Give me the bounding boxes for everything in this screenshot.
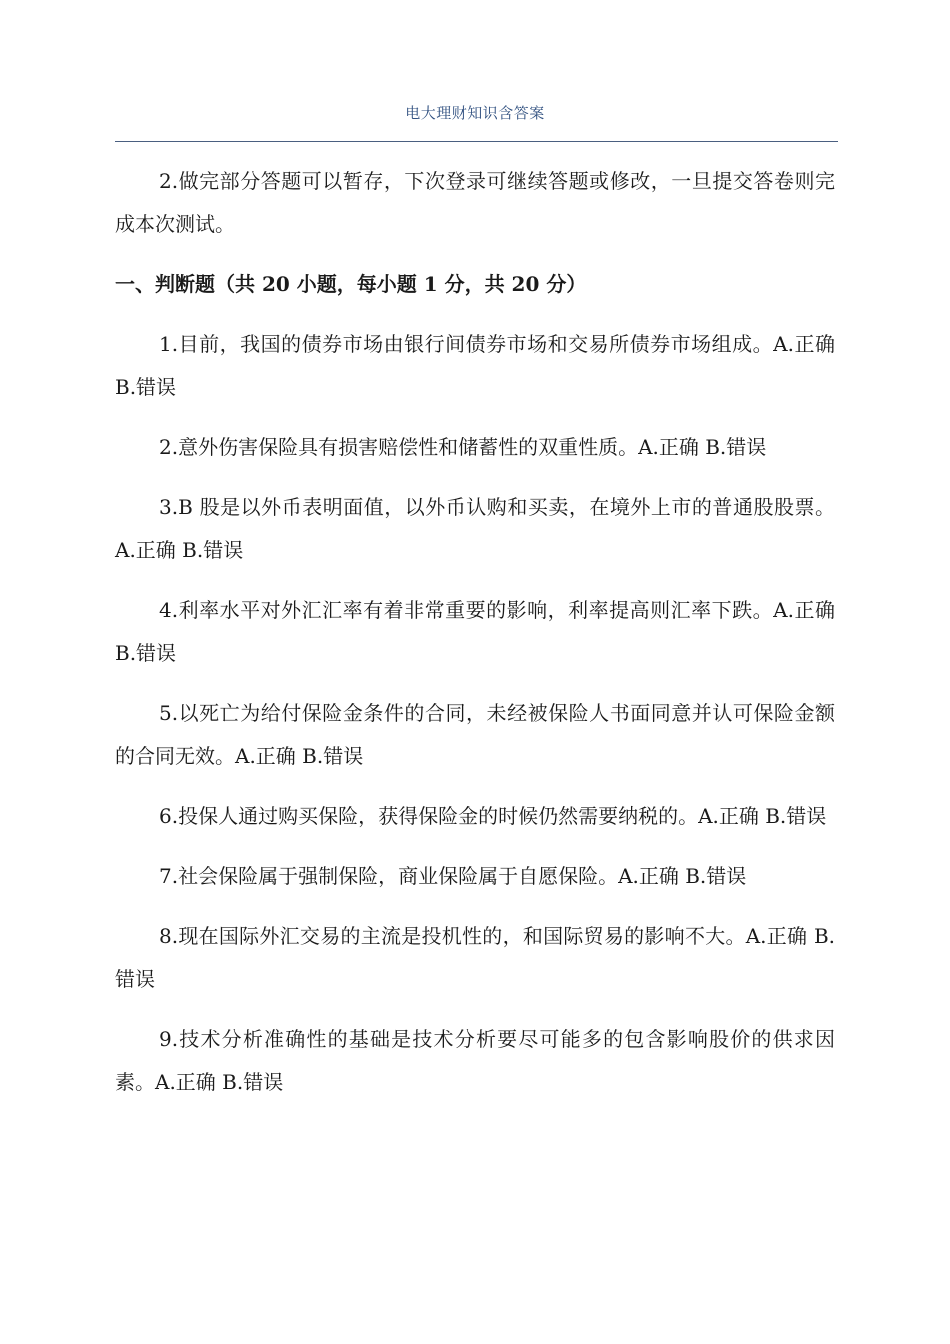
question-item: 1.目前，我国的债券市场由银行间债券市场和交易所债券市场组成。A.正确 B.错误 [115, 332, 835, 399]
question-item: 4.利率水平对外汇汇率有着非常重要的影响，利率提高则汇率下跌。A.正确 B.错误 [115, 598, 835, 665]
question-item: 5.以死亡为给付保险金条件的合同，未经被保险人书面同意并认可保险金额的合同无效。A.正确 B.错误 [115, 701, 835, 768]
intro-paragraph: 2.做完部分答题可以暂存，下次登录可继续答题或修改，一旦提交答卷则完成本次测试。 [115, 169, 835, 236]
question-item: 3.B 股是以外币表明面值，以外币认购和买卖，在境外上市的普通股股票。A.正确 B.错误 [115, 495, 835, 562]
question-item: 6.投保人通过购买保险，获得保险金的时候仍然需要纳税的。A.正确 B.错误 [159, 804, 827, 828]
question-item: 2.意外伤害保险具有损害赔偿性和储蓄性的双重性质。A.正确 B.错误 [159, 435, 767, 459]
document-body [115, 160, 835, 1121]
question-item: 7.社会保险属于强制保险，商业保险属于自愿保险。A.正确 B.错误 [159, 864, 747, 888]
header-divider [115, 141, 838, 142]
question-item: 8.现在国际外汇交易的主流是投机性的，和国际贸易的影响不大。A.正确 B.错误 [115, 924, 835, 991]
page-header-title: 电大理财知识含答案 [405, 104, 545, 122]
section-heading: 一、判断题（共 20 小题，每小题 1 分，共 20 分） [115, 272, 587, 296]
question-item: 9.技术分析准确性的基础是技术分析要尽可能多的包含影响股价的供求因素。A.正确 B.错误 [115, 1027, 835, 1094]
